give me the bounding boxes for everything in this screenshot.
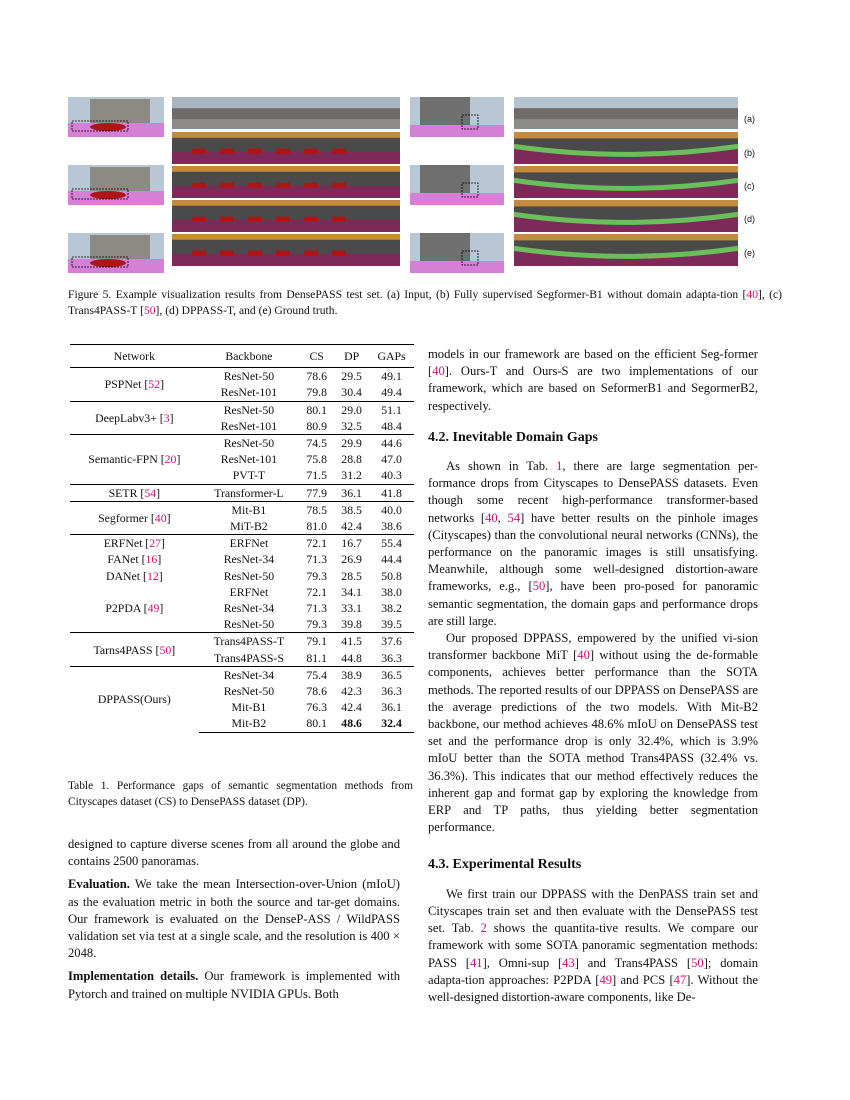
left-column-text	[68, 836, 400, 1003]
table-row	[70, 666, 414, 683]
table-row	[70, 600, 414, 616]
dp-cell: 31.2	[341, 468, 362, 483]
table-row	[70, 401, 414, 418]
paragraph: models in our framework are based on the efficient Seg-former [40]. Ours-T and Ours-S are two implementations of our framework, which are based on SeformerB1 and SegormerB2, respectively.	[428, 347, 758, 413]
cs-cell: 80.1	[299, 401, 334, 418]
backbone-cell: ResNet-50	[223, 617, 275, 632]
cs-cell: 79.1	[299, 633, 334, 650]
cs-cell: 81.0	[306, 519, 327, 534]
backbone-cell: ERFNet	[199, 535, 300, 552]
dp-cell: 26.9	[341, 552, 362, 567]
segmentation-panorama	[172, 234, 400, 266]
paragraph: Our proposed DPPASS, empowered by the unified vi-sion transformer backbone MiT [40] without using the de-formable components, achieves better performance than the SOTA methods. The reported results of our DPPASS on DensePASS are the average predictions of the two models. With Mit-B2 backbone, our method achieves 48.6% mIoU on DensePASS test set and the performance drop is only 32.4%, which is 3.9% mIoU better than the SOTA method Trans4PASS (32.4% vs. 36.3%). This indicates that our method effectively reduces the inherent gap and format gap by exploring the knowledge from ERP and TP paths, thus yielding better segmentation performance.	[428, 631, 758, 835]
cs-cell: 79.3	[306, 617, 327, 632]
citation-link[interactable]: 54	[144, 485, 157, 500]
table-row	[70, 535, 414, 552]
table-row	[70, 633, 414, 650]
segmentation-panorama	[514, 132, 738, 164]
input-thumbnail	[410, 165, 504, 205]
backbone-cell: ResNet-101	[220, 385, 278, 400]
backbone-cell: ResNet-50	[199, 435, 300, 452]
network-cell: DeepLabv3+ [3]	[70, 401, 199, 434]
input-thumbnail	[410, 97, 504, 137]
citation-link[interactable]: 47	[673, 972, 687, 987]
backbone-cell: ResNet-50	[223, 684, 275, 699]
cs-cell: 79.8	[306, 385, 327, 400]
cs-cell: 81.1	[306, 650, 327, 665]
results-table	[70, 344, 414, 733]
dp-cell: 28.8	[341, 452, 362, 467]
input-thumbnail	[68, 97, 164, 137]
dp-cell: 34.1	[341, 584, 362, 599]
dp-cell: 28.5	[341, 568, 362, 583]
table-row	[70, 435, 414, 452]
row-label-e: (e)	[744, 248, 755, 258]
gaps-cell: 48.4	[381, 418, 402, 433]
segmentation-panorama	[514, 234, 738, 266]
backbone-cell: ResNet-50	[223, 568, 275, 583]
gaps-cell: 40.0	[369, 501, 414, 518]
backbone-cell: Trans4PASS-T	[199, 633, 300, 650]
gaps-cell: 49.4	[381, 385, 402, 400]
citation-link[interactable]: 40	[432, 364, 445, 379]
dp-cell: 36.1	[334, 484, 369, 501]
gaps-cell: 49.1	[381, 369, 402, 384]
dp-cell: 39.8	[341, 617, 362, 632]
citation-link[interactable]: 41	[469, 955, 483, 970]
citation-link[interactable]: 27	[149, 536, 162, 551]
gaps-cell: 39.5	[381, 617, 402, 632]
citation-link[interactable]: 40	[746, 288, 758, 301]
segmentation-panorama	[514, 200, 738, 232]
table-row	[70, 551, 414, 567]
input-thumbnail	[410, 233, 504, 273]
dp-cell: 32.5	[341, 418, 362, 433]
citation-link[interactable]: 16	[145, 552, 158, 567]
row-label-a: (a)	[744, 114, 755, 124]
paragraph: designed to capture diverse scenes from all around the globe and contains 2500 panoramas.	[68, 837, 400, 869]
table-row	[70, 501, 414, 518]
backbone-cell: PVT-T	[232, 468, 266, 483]
citation-link[interactable]: 2	[480, 921, 487, 936]
section-heading-4-3: 4.3. Experimental Results	[428, 857, 582, 873]
citation-link[interactable]: 50	[691, 955, 704, 970]
network-cell: Semantic-FPN [20]	[70, 435, 199, 485]
segmentation-panorama	[172, 132, 400, 164]
gaps-cell: 38.2	[381, 601, 402, 616]
table-row	[70, 484, 414, 501]
dp-cell: 42.3	[341, 684, 362, 699]
dp-cell: 41.5	[334, 633, 369, 650]
network-cell	[70, 584, 199, 600]
dp-cell: 44.8	[341, 650, 362, 665]
input-thumbnail	[68, 233, 164, 273]
gaps-cell: 51.1	[369, 401, 414, 418]
network-cell: P2PDA [49]	[105, 601, 164, 616]
citation-link[interactable]: 3	[163, 410, 170, 425]
cs-cell: 78.6	[306, 369, 327, 384]
backbone-cell: ResNet-34	[199, 666, 300, 683]
cs-cell: 80.9	[306, 418, 327, 433]
gaps-cell: 36.5	[369, 666, 414, 683]
backbone-cell: Mit-B2	[199, 715, 300, 732]
column-header: DP	[334, 345, 369, 368]
cs-cell: 71.5	[306, 468, 327, 483]
network-cell	[70, 616, 199, 633]
backbone-cell: ResNet-50	[223, 369, 275, 384]
gaps-cell: 41.8	[369, 484, 414, 501]
cs-cell: 72.1	[306, 584, 327, 599]
input-panorama	[172, 97, 400, 129]
cs-cell: 75.4	[299, 666, 334, 683]
dp-cell: 29.5	[341, 369, 362, 384]
citation-link[interactable]: 1	[556, 459, 563, 474]
cs-cell: 77.9	[299, 484, 334, 501]
column-header: Network	[70, 345, 199, 368]
dp-cell: 29.9	[334, 435, 369, 452]
citation-link[interactable]: 43	[562, 955, 575, 970]
dp-cell: 42.4	[341, 700, 362, 715]
input-thumbnail	[68, 165, 164, 205]
gaps-cell: 32.4	[369, 715, 414, 732]
column-header: Backbone	[199, 345, 300, 368]
network-cell: SETR [54]	[70, 484, 199, 501]
citation-link[interactable]: 50	[532, 579, 546, 594]
gaps-cell: 36.3	[381, 684, 402, 699]
gaps-cell: 44.4	[381, 552, 402, 567]
table-caption: Table 1. Performance gaps of semantic segmentation methods from Cityscapes dataset (CS) to DensePASS dataset (DP).	[68, 780, 413, 808]
gaps-cell: 38.0	[381, 584, 402, 599]
backbone-cell: Mit-B1	[199, 501, 300, 518]
row-label-c: (c)	[744, 181, 755, 191]
cs-cell: 74.5	[299, 435, 334, 452]
dp-cell: 33.1	[341, 601, 362, 616]
dp-cell: 29.0	[334, 401, 369, 418]
cs-cell: 71.3	[306, 552, 327, 567]
row-label-d: (d)	[744, 214, 755, 224]
table-row	[70, 368, 414, 385]
cs-cell: 71.3	[306, 601, 327, 616]
segmentation-panorama	[514, 166, 738, 198]
citation-link[interactable]: 12	[146, 568, 159, 583]
network-cell: Segformer [40]	[70, 501, 199, 534]
backbone-cell: Transformer-L	[199, 484, 300, 501]
gaps-cell: 44.6	[369, 435, 414, 452]
backbone-cell: Trans4PASS-S	[213, 650, 284, 665]
citation-link[interactable]: 49	[599, 972, 613, 987]
paragraph: As shown in Tab. 1, there are large segmentation per-formance drops from Cityscapes to DensePASS datasets. Even though some recent high-performance transformer-based networks [40, 54] have better results on the pinhole images (Cityscapes) than the convolutional neural networks (CNNs), the performance on the panoramic images is still unsatisfying. Meanwhile, although some well-designed distortion-aware frameworks, e.g., [50], have been pro-posed for panoramic semantic segmentation, the domain gaps and performance drops are still large.	[428, 459, 759, 628]
citation-link[interactable]: 40	[577, 648, 590, 663]
cs-cell: 72.1	[299, 535, 334, 552]
gaps-cell: 36.3	[381, 650, 402, 665]
section-heading-4-2: 4.2. Inevitable Domain Gaps	[428, 429, 598, 445]
dp-cell: 16.7	[334, 535, 369, 552]
dp-cell: 38.5	[334, 501, 369, 518]
cs-cell: 75.8	[306, 452, 327, 467]
network-cell: DANet [12]	[105, 568, 163, 583]
paragraph-evaluation: Evaluation. We take the mean Intersection-over-Union (mIoU) as the evaluation metric in both the source and tar-get domains. Our framework is evaluated on the DenseP-ASS / WildPASS validation set via test at a single scale, and the resolution is 400 × 2048.	[68, 877, 400, 961]
table-row	[70, 584, 414, 600]
table-row	[70, 568, 414, 584]
dp-cell: 48.6	[334, 715, 369, 732]
backbone-cell: ResNet-101	[220, 418, 278, 433]
right-column-text	[428, 346, 758, 1006]
network-cell: FANet [16]	[107, 552, 162, 567]
backbone-cell: ResNet-34	[223, 552, 275, 567]
citation-link[interactable]: 40	[154, 510, 167, 525]
segmentation-figure-svg	[68, 95, 780, 275]
network-cell: DPPASS(Ours)	[70, 666, 199, 732]
backbone-cell: ResNet-34	[223, 601, 275, 616]
figure-caption: Figure 5. Example visualization results from DensePASS test set. (a) Input, (b) Fully supervised Segformer-B1 without domain adapta-tion [40], (c) Trans4PASS-T [50], (d) DPPASS-T, and (e) Ground truth.	[68, 288, 782, 317]
citation-link[interactable]: 40	[485, 510, 498, 525]
dp-cell: 42.4	[341, 519, 362, 534]
backbone-cell: ResNet-50	[199, 401, 300, 418]
dp-cell: 30.4	[341, 385, 362, 400]
cs-cell: 78.6	[306, 684, 327, 699]
input-panorama	[514, 97, 738, 129]
gaps-cell: 37.6	[369, 633, 414, 650]
paragraph-implementation: Implementation details. Our framework is implemented with Pytorch and trained on multiple NVIDIA GPUs. Both	[68, 969, 400, 1001]
gaps-cell: 55.4	[369, 535, 414, 552]
backbone-cell: Mit-B1	[231, 700, 267, 715]
segmentation-panorama	[172, 166, 400, 198]
citation-link[interactable]: 54	[507, 510, 521, 525]
backbone-cell: ResNet-101	[220, 452, 278, 467]
cs-cell: 80.1	[299, 715, 334, 732]
cs-cell: 76.3	[306, 700, 327, 715]
gaps-cell: 38.6	[381, 519, 402, 534]
gaps-cell: 50.8	[381, 568, 402, 583]
citation-link[interactable]: 50	[159, 642, 172, 657]
citation-link[interactable]: 52	[148, 377, 161, 392]
gaps-cell: 47.0	[381, 452, 402, 467]
citation-link[interactable]: 50	[143, 304, 156, 317]
network-cell: PSPNet [52]	[104, 377, 164, 392]
cs-cell: 78.5	[299, 501, 334, 518]
network-cell: Tarns4PASS [50]	[70, 633, 199, 666]
paragraph: We first train our DPPASS with the DenPASS train set and Cityscapes train set and then evaluate with the DensePASS test set. Tab. 2 shows the quantita-tive results. We compare our framework with some SOTA panoramic segmentation methods: PASS [41], Omni-sup [43] and Trans4PASS [50]; domain adapta-tion approaches: P2PDA [49] and PCS [47]. Without the well-designed distortion-aware components, like De-	[428, 886, 759, 1004]
gaps-cell: 40.3	[381, 468, 402, 483]
dp-cell: 38.9	[334, 666, 369, 683]
table-row	[70, 616, 414, 633]
backbone-cell: ERFNet	[229, 584, 269, 599]
backbone-cell: MiT-B2	[230, 519, 268, 534]
citation-link[interactable]: 20	[164, 452, 177, 467]
citation-link[interactable]: 49	[147, 601, 160, 616]
cs-cell: 79.3	[306, 568, 327, 583]
gaps-cell: 36.1	[381, 700, 402, 715]
figure-5	[68, 95, 780, 275]
segmentation-panorama	[172, 200, 400, 232]
network-cell: ERFNet [27]	[70, 535, 199, 552]
column-header: GAPs	[369, 345, 414, 368]
column-header: CS	[299, 345, 334, 368]
row-label-b: (b)	[744, 148, 755, 158]
